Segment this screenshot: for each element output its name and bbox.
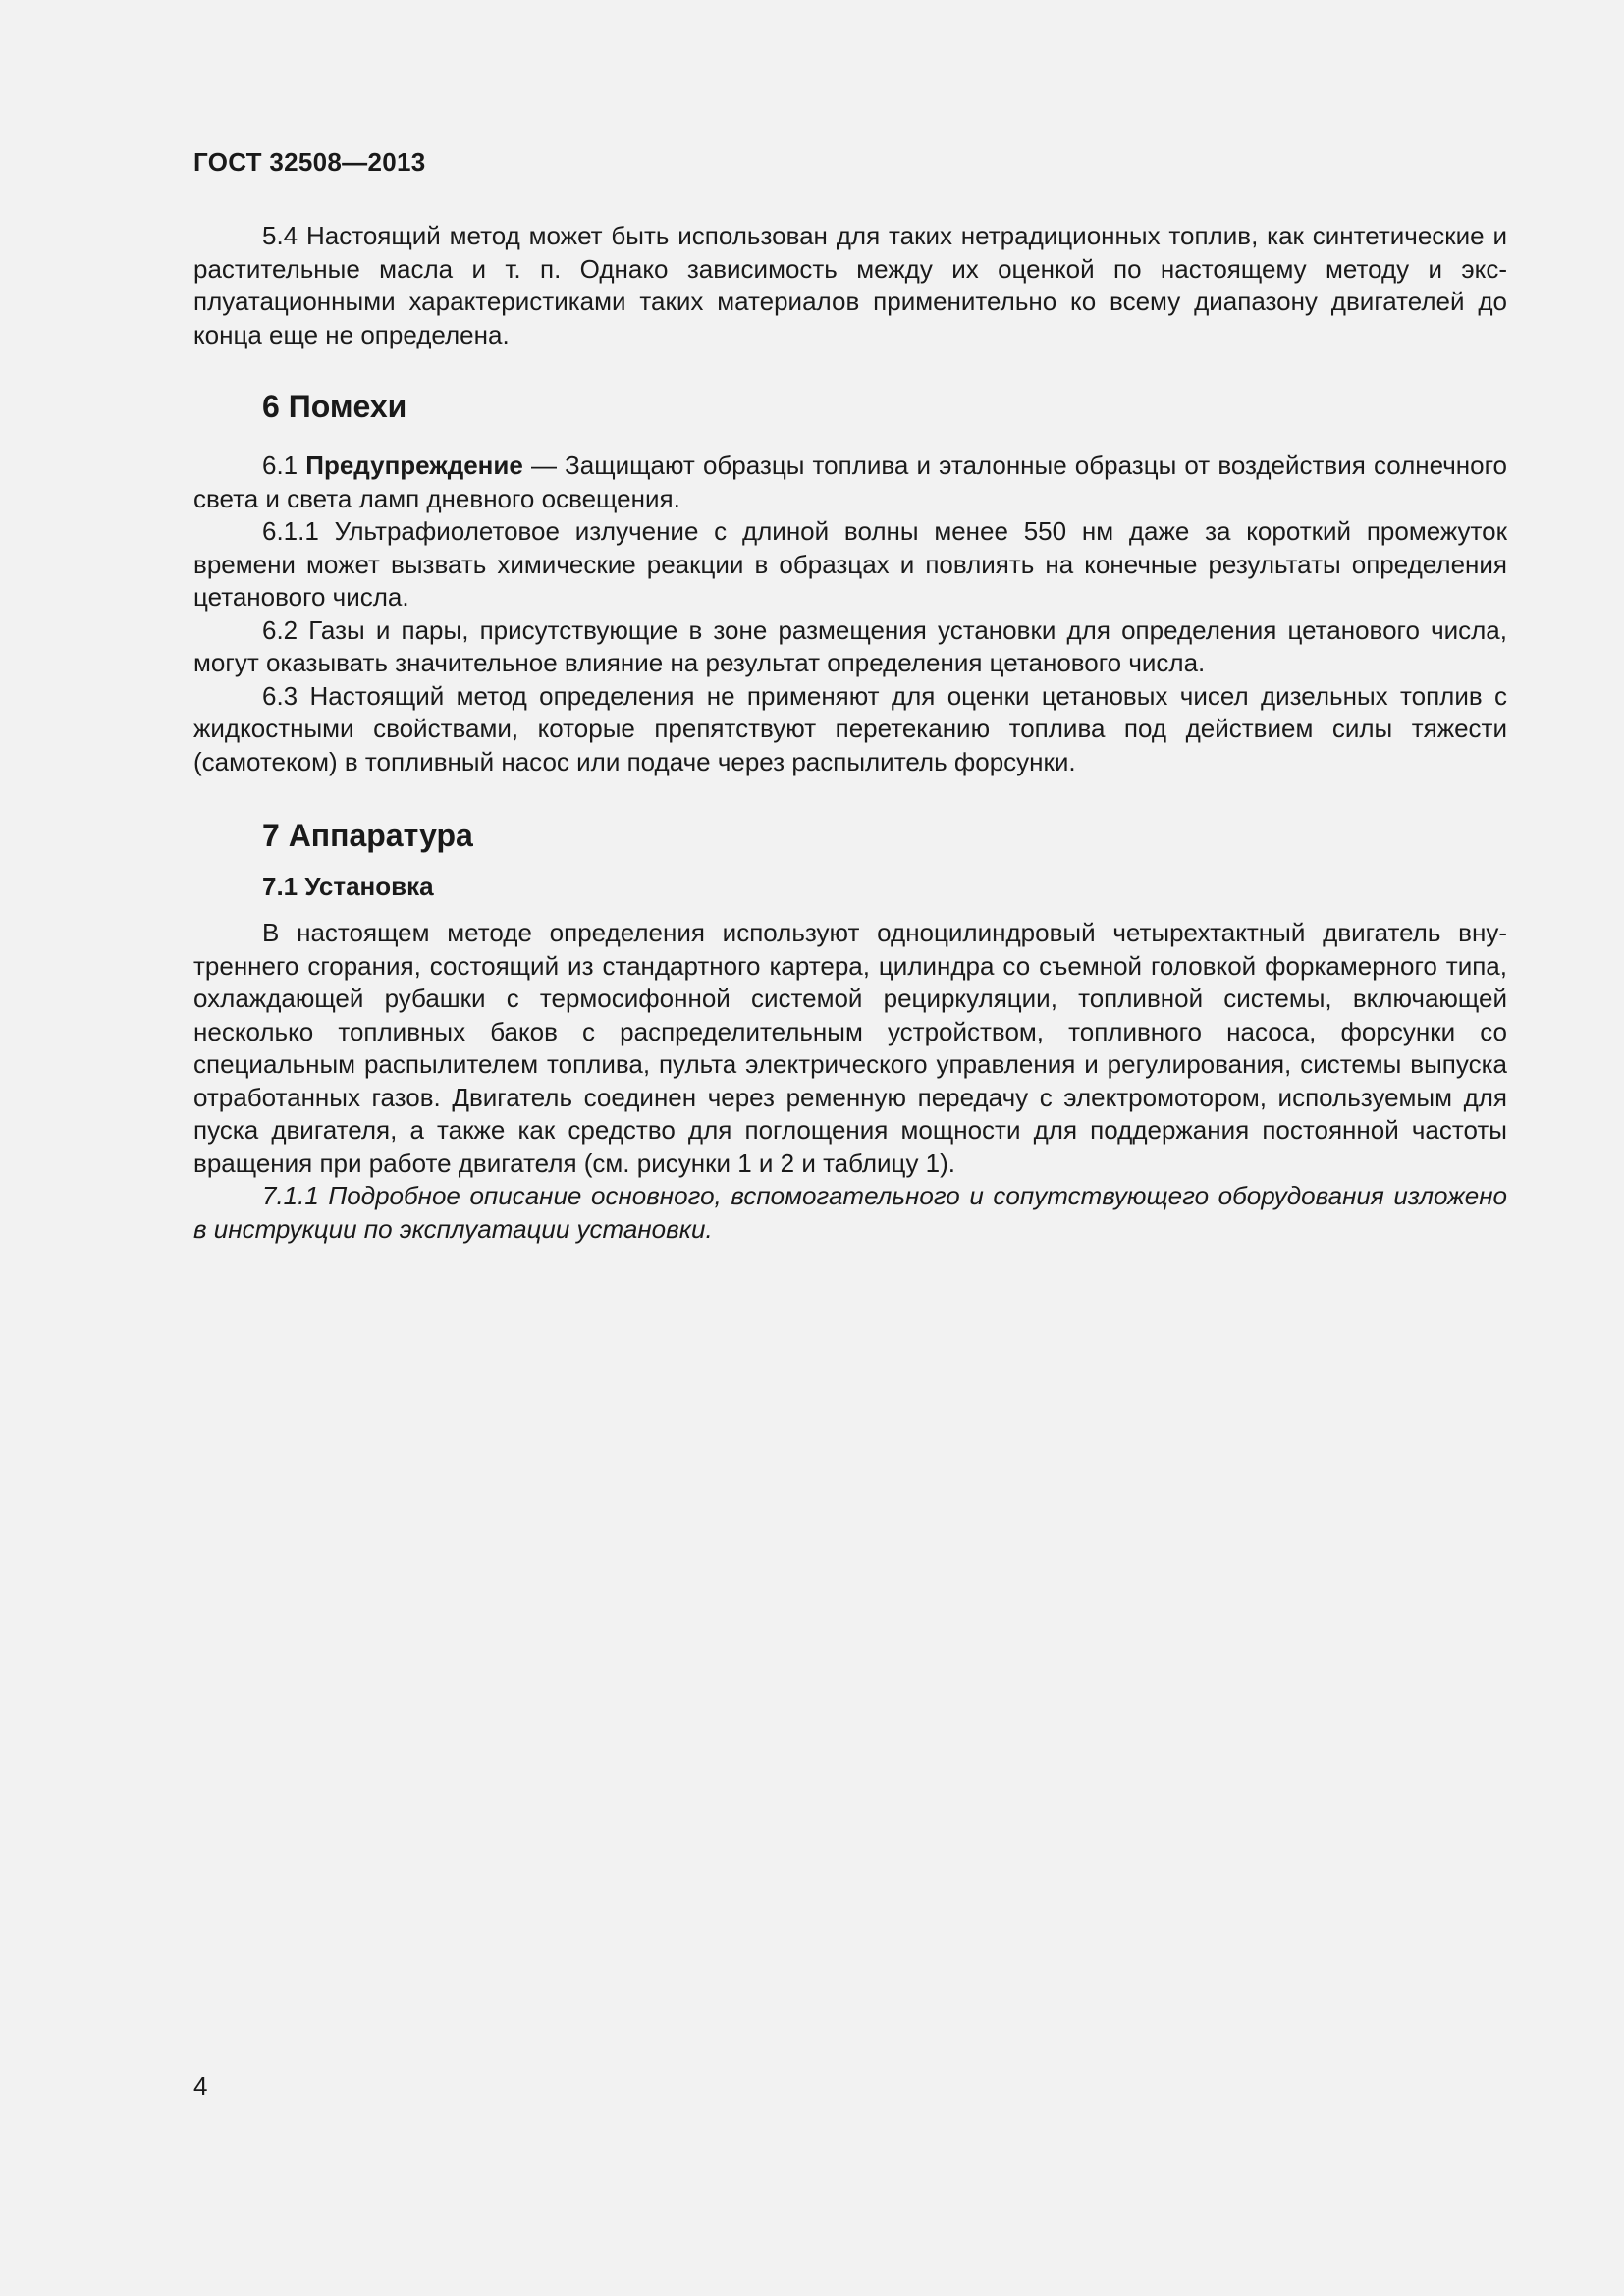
document-code-header: ГОСТ 32508—2013	[193, 147, 426, 177]
paragraph-6-1-text: — Защищают образцы топлива и эталонные образцы от воздействия солнечного света и света ламп дневного освещения.	[193, 451, 1507, 513]
document-body	[193, 220, 1507, 1246]
page-number: 4	[193, 2071, 208, 2101]
section-7-title: 7 Аппаратура	[262, 818, 473, 853]
paragraph-6-1-number: 6.1	[262, 451, 306, 480]
paragraph-6-3: 6.3 Настоящий метод определения не применяют для оценки цетановых чисел дизельных топлив с жидкостными свойствами, которые препятствуют перетеканию топлива под действием силы тяжести (самотеком) в топливный насос или подаче через распылитель форсунки.	[193, 680, 1507, 776]
warning-label: Предупреждение	[305, 451, 523, 480]
paragraph-6-2: 6.2 Газы и пары, присутствующие в зоне размещения установки для определения цетанового числа, могут оказывать значительное влияние на результат определения цетанового числа.	[193, 614, 1507, 677]
subsection-7-1-title: 7.1 Установка	[262, 872, 434, 901]
paragraph-5-4: 5.4 Настоящий метод может быть использован для таких нетрадиционных топлив, как синтетические и растительные масла и т. п. Однако зависимость между их оценкой по настоящему методу и эксплуатационными характеристиками таких материалов применительно ко всему диапазону двигателей до конца еще не определена.	[193, 221, 1507, 349]
paragraph-6-1-1: 6.1.1 Ультрафиолетовое излучение с длиной волны менее 550 нм даже за короткий промежуток времени может вызвать химические реакции в образцах и повлиять на конечные результаты определения цетанового числа.	[193, 516, 1507, 612]
paragraph-7-1-1: 7.1.1 Подробное описание основного, вспомогательного и сопутствующего оборудования изложено в инструкции по эксплуатации установки.	[193, 1181, 1507, 1244]
section-6-title: 6 Помехи	[262, 389, 407, 424]
paragraph-6-1	[193, 450, 1507, 515]
paragraph-7-1: В настоящем методе определения используют одноцилиндровый четырехтактный двигатель внутреннего сгорания, состоящий из стандартного картера, цилиндра со съемной головкой форкамерного типа, охлаждающей рубашки с термосифонной системой рециркуляции, топливной системы, включающей несколько топливных баков с распределительным устройством, топливного насоса, форсунки со специальным распылителем топлива, пульта электрического управления и регулирования, системы выпуска отработанных газов. Двигатель соединен через ременную передачу с электромотором, используемым для пуска двигателя, а также как средство для поглощения мощности для поддержания постоянной частоты вращения при работе двигателя (см. рисунки 1 и 2 и таблицу 1).	[193, 918, 1507, 1178]
